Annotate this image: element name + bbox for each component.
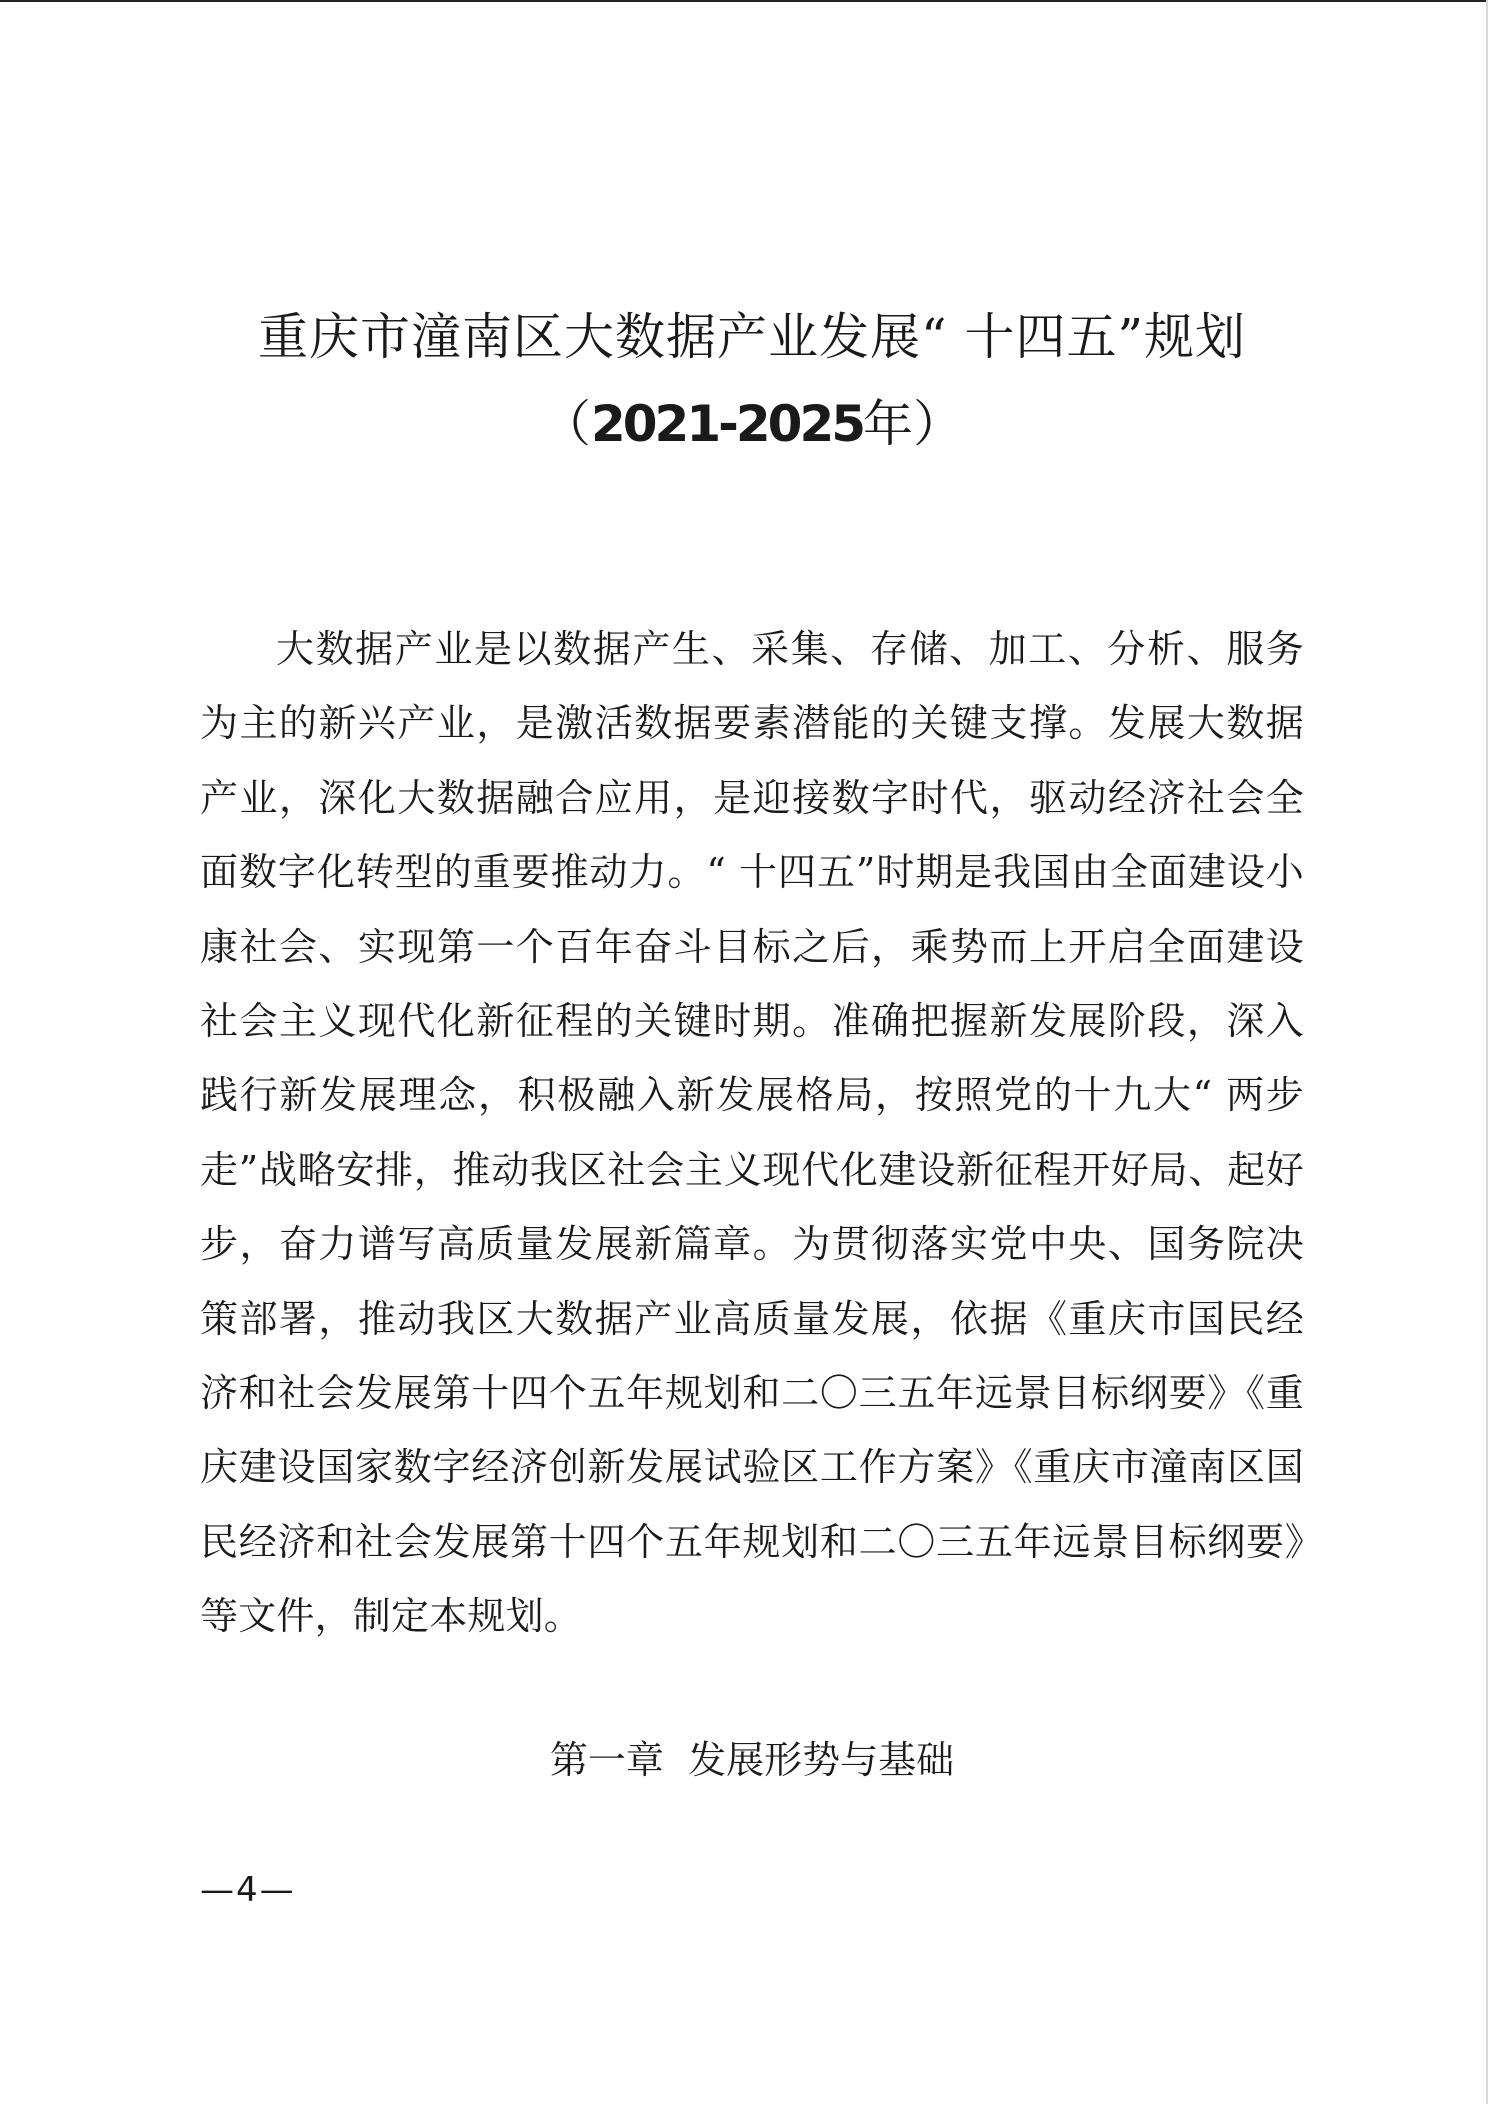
subtitle-open-paren: （ — [540, 395, 591, 453]
document-title: 重庆市潼南区大数据产业发展“ 十四五”规划 — [257, 308, 1247, 366]
chapter-heading: 第一章 发展形势与基础 — [549, 1737, 955, 1782]
subtitle-close: 年） — [863, 395, 964, 453]
subtitle-years: 2021-2025 — [590, 395, 864, 453]
intro-paragraph: 大数据产业是以数据产生、采集、存储、加工、分析、服务为主的新兴产业，是激活数据要素潜能的关键支撑。发展大数据产业，深化大数据融合应用，是迎接数字时代，驱动经济社会全面数字化转型的重要推动力。“ 十四五”时期是我国由全面建设小康社会、实现第一个百年奋斗目标之后，乘势而上开启全面建设社会主义现代化新征程的关键时期。准确把握新发展阶段，深入践行新发展理念，积极融入新发展格局，按照党的十九大“ 两步走”战略安排，推动我区社会主义现代化建设新征程开好局、起好步，奋力谱写高质量发展新篇章。为贯彻落实党中央、国务院决策部署，推动我区大数据产业高质量发展，依据《重庆市国民经济和社会发展第十四个五年规划和二〇三五年远景目标纲要》《重庆建设国家数字经济创新发展试验区工作方案》《重庆市潼南区国民经济和社会发展第十四个五年规划和二〇三五年远景目标纲要》等文件，制定本规划。 — [200, 627, 1304, 1639]
document-page — [200, 300, 1304, 1789]
document-subtitle — [200, 387, 1304, 462]
page-number: —4— — [200, 1870, 296, 1910]
top-border-rule — [0, 0, 1488, 2]
